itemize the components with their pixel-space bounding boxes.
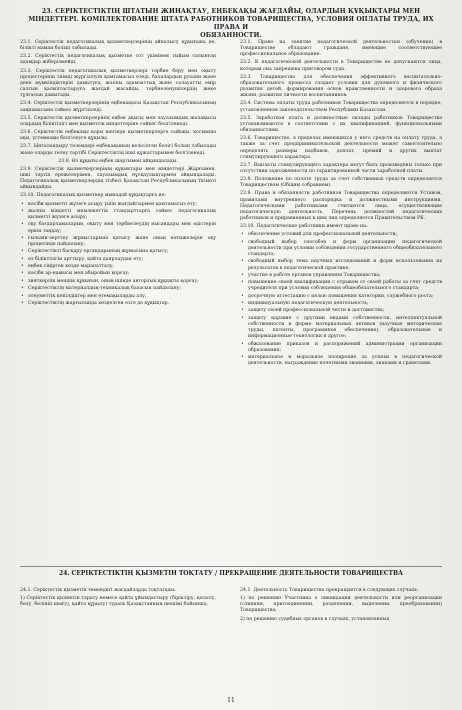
ru-para-24-1-2: 2) по решению судебных органов в случаях, установленных bbox=[240, 616, 390, 622]
ru-para-23-2: 23.2. К педагогической деятельности в Товариществе не допускаются лица, которым она запрещена приговором суда. bbox=[240, 60, 442, 72]
list-item: • досрочную аттестацию с целью повышения категории, служебного роста; bbox=[248, 294, 442, 300]
kz-para-23-7: 23.7. Ынталандыру төлемдері еңбекақының келісілген бөлігі болып табылады және оларды төлеу тәртібі Серіктестіктің ішкі құжаттарымен белгіленеді. bbox=[20, 144, 216, 156]
list-item: • кәсіби қызметті жүзеге асыру үшін жағдайлармен қамтамасыз ету; bbox=[28, 202, 216, 208]
kz-para-23-4: 23.4. Серіктестік қызметкерлерінің еңбекақысы Қазақстан Республикасының заңнамасына сәйкес жүргізіледі. bbox=[20, 101, 216, 113]
list-item: • Серіктестіктің материалдық-техникалық базасын пайдалану; bbox=[28, 286, 216, 292]
list-item: • жалпы міндетті мемлекеттік стандарттарға сәйкес педагогикалық қызметті жүзеге асыру; bbox=[28, 209, 216, 221]
ru-para-23-1: 23.1. Право на занятие педагогической деятельностью (обучение) в Товариществе обладают граждане, имеющие соответствующее профессиональное образование. bbox=[240, 40, 442, 58]
list-item: • свободный выбор способов и форм организации педагогической деятельности при условии соблюдения государственного общеобязательного стандарта; bbox=[248, 240, 442, 258]
kz-section-24 bbox=[20, 588, 216, 610]
list-item: • свободный выбор тема научных исследований и форм использования их результатов в педагогической практике; bbox=[248, 259, 442, 271]
heading-line-1: 23. СЕРІКТЕСТІКТІҢ ШТАТЫН ЖИНАҚТАУ, ЕҢБЕКАҚЫ ЖАҒДАЙЫ, ОЛАРДЫҢ ҚҰҚЫҚТАРЫ МЕН bbox=[41, 8, 421, 15]
ru-para-24-1-1: 1) по решению Участника о ликвидации деятельности или реорганизации (слиянии, присоединении, разделении, выделении, преобразовании) Товарищества; bbox=[240, 596, 442, 614]
kz-para-24-1-1: 1) Серіктестік қызметін тарату немесе қайта ұйымдастыру (біріктіру, қосылу, бөлу, бөлініп шығу), қайта құрылу) тураль Қазақстанның шешімі бойынша; bbox=[20, 596, 216, 608]
list-item: • ғылыми-зерттеу жұмыстарына қатысу және оның нәтижелерін оқу процесінде пайдалану; bbox=[28, 236, 216, 248]
ru-para-23-8: 23.8. Положение по оплате труда за счет собственных средств определяется Товариществом (Общим собранием). bbox=[240, 177, 442, 189]
ru-rights-list bbox=[240, 232, 442, 367]
ru-section-24 bbox=[240, 588, 442, 625]
ru-para-23-10: 23.10. Педагогические работники имеют право на: bbox=[240, 224, 368, 230]
list-item: • Серіктестіктің жарғысында көзделген өзге де құқықтар. bbox=[28, 301, 216, 307]
ru-para-23-9: 23.9. Права и обязанности работников Товарищества определяются Уставом, правилами внутреннего распорядка и должностными инструкциями. Педагогическими работниками считаются лица, осуществляющие педагогическую деятельность. Перечень должностей педагогических работников и приравненных к ним лиц определяется Правительством РК. bbox=[240, 191, 442, 222]
list-item: • еңбек сіңірген кезде марапатталу; bbox=[28, 264, 216, 270]
ru-para-23-3: 23.3. Товарищество для обеспечения эффективного воспитательно-образовательного процесса создает условия для духовного и физического развития детей, формирования основ нравственности и здорового образа жизни, развития личности воспитанников. bbox=[240, 74, 442, 99]
list-item: • индивидуальную педагогическую деятельность; bbox=[248, 301, 442, 307]
kz-para-23-1: 23.1. Серіктестік педагогикалық қызметкерлерінің айналысу құқығына ие, білікті маман болып табылады. bbox=[20, 40, 216, 52]
list-item: • обжалование приказов и распоряжений администрации организации образования; bbox=[248, 342, 442, 354]
list-item: • кәсіби ар-намысы мен абыройын қорғау; bbox=[28, 271, 216, 277]
kz-para-23-6: 23.6. Серіктестік еңбекақы қоры шегінде қызметкерлерге сыйақы, қосымша ақы, үстемеақы белгілеуге құқылы. bbox=[20, 130, 216, 142]
list-item: • материальное и моральное поощрение за успехи в педагогической деятельности, награждение почетными званиями, знаками и грамотами. bbox=[248, 355, 442, 367]
list-item: • обеспечение условий для профессиональной деятельности; bbox=[248, 232, 442, 238]
kz-para-23-10: 23.10. Педагогикалық қызметкер мынадай құқықтарға ие: bbox=[20, 193, 166, 199]
ru-para-23-6: 23.6. Товарищество, в пределах имеющихся у него средств на оплату труда, а также за счет предпринимательской деятельности может самостоятельно определять размеры надбавок, доплат, премий и других выплат стимулирующего характера. bbox=[240, 136, 442, 160]
kz-para-23-9: 23.9. Серіктестік қызметкерлерінің құқықтары мен міндеттері Жарғымен, ішкі тәртіп ережелерімен, лауазымдық нұсқаулықтармен айқындалады. Педагогикалық қызметкерлердің тізбесі Қазақстан Республикасының Үкіметі айқындайды. bbox=[20, 166, 216, 191]
list-item: • защиту своей профессиональной чести и достоинства; bbox=[248, 308, 442, 314]
kz-para-23-5: 23.5. Серіктестік қызметкерлерінің еңбек ақысы мен лауазымдық жалақысы олардың біліктілігі мен қызметтік міндеттеріне сәйкес белгіленеді. bbox=[20, 115, 216, 127]
kz-rights-list bbox=[20, 202, 216, 307]
list-item: • Серіктестікті басқару органдарының жұмысына қатысу; bbox=[28, 249, 216, 255]
list-item: • оқу бағдарламаларын, оқыту мен тәрбиелеудің нысандары мен әдістерін еркін таңдау; bbox=[28, 222, 216, 234]
kz-para-23-2: 23.2. Серіктестік педагогикалық қызметке сот үкімімен тыйым салынған адамдар жіберілмейді. bbox=[20, 54, 216, 66]
kz-para-23-3: 23.3. Серіктестік педагогикалық қызметкерлері тәрбие беру мен оқыту процестерінің тиімді жүргізілуін қамтамасыз етеді, балалардың рухани және дене мүмкіндіктерін дамытуға, жалпы адамзаттық және салауатты өмір салтын қалыптастыруға жағдай жасайды, тәрбиеленушілердің жеке тұлғасын дамытады. bbox=[20, 68, 216, 99]
section-divider bbox=[20, 566, 442, 567]
section-23-heading bbox=[22, 8, 440, 40]
ru-para-24-1: 24.1. Деятельность Товарищества прекращается в следующих случаях: bbox=[240, 588, 419, 593]
heading-line-2: МІНДЕТТЕРІ. КОМПЛЕКТОВАНИЕ ШТАТА РАБОТНИКОВ ТОВАРИЩЕСТВА, УСЛОВИЯ ОПЛАТЫ ТРУДА, ИХ ПРАВА И bbox=[28, 16, 434, 31]
ru-para-23-4: 23.4. Система оплаты труда работников Товарищества определяется в порядке, установленном законодательством Республики Казахстан. bbox=[240, 101, 442, 113]
kz-para-24-1: 24.1. Серіктестік қызметін төмендегі жағдайларда тоқтатады: bbox=[20, 588, 176, 593]
kazakh-column bbox=[20, 40, 216, 308]
list-item: • защиту наравне с другими видами собственности, интеллектуальной собственности в форме материальных активов (научные методические труды, патенты, программное обеспечение), образовательные и информационные технологии и другое; bbox=[248, 316, 442, 341]
heading-line-3: ОБЯЗАННОСТИ. bbox=[200, 32, 262, 39]
ru-para-23-7: 23.7. Выплаты стимулирующего характера могут быть произведены только при отсутствии задолженности по гарантированной части заработной платы. bbox=[240, 162, 442, 174]
list-item: • зияткерлік меншік құқығын, оның ішінде авторлық құқықты қорғау; bbox=[28, 279, 216, 285]
ru-para-23-5: 23.5. Заработная плата и должностные оклады работников Товарищества устанавливаются в соответствии с их квалификацией, функциональными обязанностями. bbox=[240, 115, 442, 134]
russian-column bbox=[240, 40, 442, 369]
list-item: • әлеуметтік кепілдіктер мен өтемақыларды алу. bbox=[28, 294, 216, 300]
kz-para-23-8: 23.8. Өз құқығы еңбек шартымен айқындалады. bbox=[58, 158, 178, 164]
list-item: • участие в работе органов управления Товарищества; bbox=[248, 273, 442, 279]
section-24-heading: 24. СЕРІКТЕСТІКТІҢ ҚЫЗМЕТІН ТОҚТАТУ / ПРЕКРАЩЕНИЕ ДЕЯТЕЛЬНОСТИ ТОВАРИЩЕСТВА bbox=[59, 570, 403, 577]
page-number: 11 bbox=[227, 697, 235, 704]
list-item: • повышение своей квалификации с отрывом от своей работы за счет средств учредителя при условии соблюдения общеобязательного стандарта; bbox=[248, 280, 442, 292]
list-item: • өз біліктілігін арттыру, қайта даярлаудан өту; bbox=[28, 257, 216, 263]
